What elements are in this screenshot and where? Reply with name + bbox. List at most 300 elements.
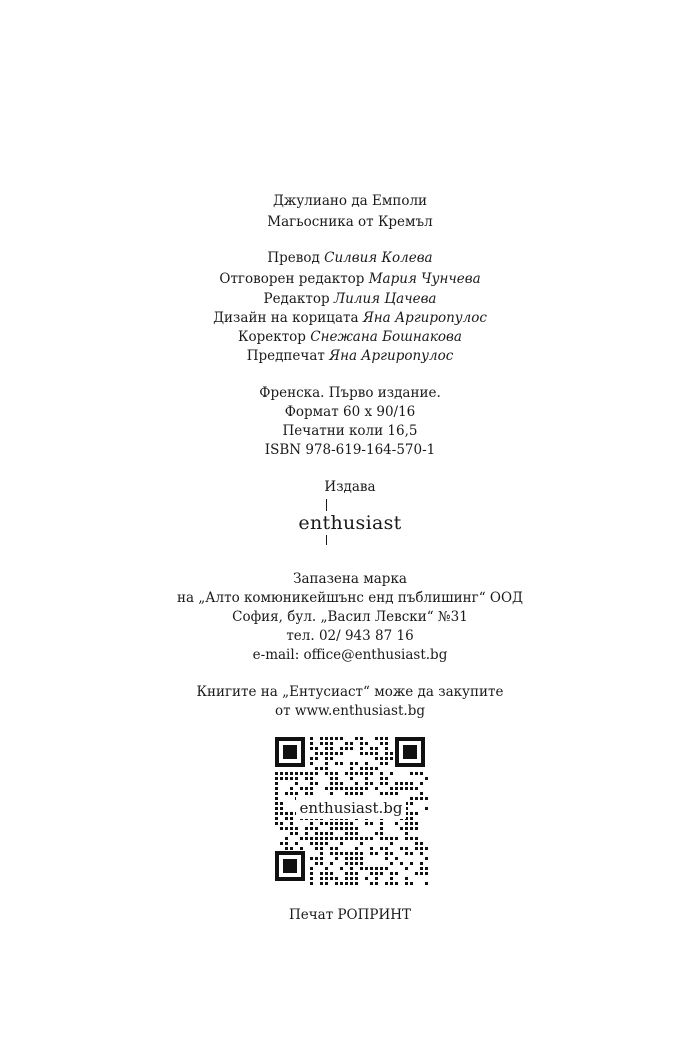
qr-module (290, 827, 293, 830)
qr-module (365, 877, 368, 880)
qr-module (415, 847, 418, 850)
qr-module (340, 852, 343, 855)
company-line: на „Алто комюникейшънс енд пъблишинг“ ООД (176, 590, 524, 606)
qr-module (425, 777, 428, 780)
qr-module (420, 867, 423, 870)
qr-module (405, 877, 408, 880)
qr-module (380, 777, 383, 780)
qr-module (370, 772, 373, 775)
qr-module (375, 757, 378, 760)
credit-name: Яна Аргиропулос (329, 348, 454, 364)
qr-module (405, 832, 408, 835)
qr-module (285, 772, 288, 775)
qr-module (345, 862, 348, 865)
qr-module (280, 772, 283, 775)
qr-module (305, 772, 308, 775)
qr-module (405, 882, 408, 885)
qr-module (355, 882, 358, 885)
qr-module (410, 827, 413, 830)
qr-module (350, 822, 353, 825)
qr-module (275, 787, 278, 790)
credit-managing-editor (0, 270, 700, 288)
qr-module (360, 842, 363, 845)
qr-module (285, 842, 288, 845)
qr-module (400, 827, 403, 830)
qr-module (320, 742, 323, 745)
qr-module (370, 852, 373, 855)
qr-module (380, 827, 383, 830)
qr-module (390, 837, 393, 840)
qr-module (350, 867, 353, 870)
qr-module (285, 837, 288, 840)
qr-module (370, 822, 373, 825)
qr-module (355, 852, 358, 855)
qr-module (420, 782, 423, 785)
qr-module (335, 877, 338, 880)
qr-module (310, 827, 313, 830)
qr-module (295, 777, 298, 780)
qr-module (350, 777, 353, 780)
qr-module (290, 832, 293, 835)
qr-module (425, 867, 428, 870)
qr-module (330, 872, 333, 875)
qr-module (320, 847, 323, 850)
qr-module (305, 837, 308, 840)
qr-module (380, 792, 383, 795)
qr-module (310, 872, 313, 875)
qr-module (345, 747, 348, 750)
credit-name: Мария Чунчева (368, 271, 481, 287)
qr-module (365, 777, 368, 780)
qr-module (350, 877, 353, 880)
qr-module (315, 767, 318, 770)
qr-module (330, 742, 333, 745)
qr-module (325, 822, 328, 825)
qr-module (320, 752, 323, 755)
qr-module (350, 742, 353, 745)
qr-module (405, 827, 408, 830)
qr-module (360, 742, 363, 745)
qr-module (340, 842, 343, 845)
qr-module (405, 847, 408, 850)
qr-module (405, 852, 408, 855)
credit-name: Лилия Цачева (333, 291, 437, 307)
qr-module (415, 787, 418, 790)
qr-module (385, 762, 388, 765)
qr-module (310, 787, 313, 790)
qr-module (380, 847, 383, 850)
qr-module (370, 837, 373, 840)
qr-module (345, 837, 348, 840)
qr-module (415, 822, 418, 825)
qr-module (390, 882, 393, 885)
qr-module (380, 782, 383, 785)
qr-module (415, 872, 418, 875)
qr-module (340, 827, 343, 830)
enthusiast-logo (0, 512, 700, 534)
qr-finder-top-left (275, 737, 305, 767)
qr-module (305, 832, 308, 835)
qr-module (310, 842, 313, 845)
qr-module (385, 837, 388, 840)
qr-finder-top-right (395, 737, 425, 767)
spec-format: Формат 60 х 90/16 (284, 404, 416, 420)
qr-module (285, 777, 288, 780)
qr-module (385, 882, 388, 885)
qr-label: enthusiast.bg (296, 797, 406, 819)
qr-module (310, 822, 313, 825)
qr-module (275, 802, 278, 805)
qr-module (315, 837, 318, 840)
qr-module (340, 782, 343, 785)
qr-module (340, 837, 343, 840)
qr-module (295, 842, 298, 845)
qr-module (410, 862, 413, 865)
qr-module (280, 842, 283, 845)
qr-module (380, 772, 383, 775)
qr-module (390, 772, 393, 775)
qr-module (390, 872, 393, 875)
qr-module (370, 752, 373, 755)
qr-module (410, 782, 413, 785)
qr-module (345, 882, 348, 885)
qr-module (380, 867, 383, 870)
qr-module (285, 847, 288, 850)
qr-module (415, 812, 418, 815)
qr-module (395, 882, 398, 885)
qr-module (365, 837, 368, 840)
qr-module (350, 862, 353, 865)
qr-module (400, 787, 403, 790)
qr-module (375, 867, 378, 870)
qr-module (420, 847, 423, 850)
qr-module (290, 822, 293, 825)
qr-module (420, 872, 423, 875)
qr-module (335, 752, 338, 755)
qr-module (395, 857, 398, 860)
qr-module (375, 872, 378, 875)
qr-finder-bottom-left (275, 851, 305, 881)
qr-module (375, 737, 378, 740)
qr-module (320, 737, 323, 740)
qr-module (320, 852, 323, 855)
qr-module (310, 747, 313, 750)
qr-module (325, 767, 328, 770)
qr-module (370, 767, 373, 770)
qr-module (335, 772, 338, 775)
qr-module (345, 872, 348, 875)
qr-module (335, 762, 338, 765)
qr-module (325, 882, 328, 885)
qr-module (345, 792, 348, 795)
qr-module (295, 827, 298, 830)
qr-module (315, 752, 318, 755)
qr-module (300, 772, 303, 775)
qr-module (285, 792, 288, 795)
qr-module (390, 877, 393, 880)
qr-module (340, 747, 343, 750)
qr-module (305, 777, 308, 780)
qr-module (275, 812, 278, 815)
qr-module (425, 872, 428, 875)
qr-module (330, 777, 333, 780)
qr-module (385, 742, 388, 745)
qr-module (385, 867, 388, 870)
qr-module (400, 847, 403, 850)
qr-module (335, 777, 338, 780)
credit-role: Предпечат (246, 348, 325, 364)
qr-module (345, 772, 348, 775)
qr-module (335, 827, 338, 830)
qr-module (315, 747, 318, 750)
qr-module (405, 867, 408, 870)
qr-module (325, 877, 328, 880)
qr-module (425, 797, 428, 800)
qr-module (410, 852, 413, 855)
qr-module (355, 832, 358, 835)
qr-module (310, 782, 313, 785)
qr-module (295, 782, 298, 785)
qr-module (320, 857, 323, 860)
qr-module (275, 817, 278, 820)
qr-module (420, 862, 423, 865)
qr-module (360, 862, 363, 865)
qr-module (370, 782, 373, 785)
qr-module (280, 802, 283, 805)
qr-module (350, 832, 353, 835)
qr-module (320, 872, 323, 875)
qr-module (425, 857, 428, 860)
qr-module (300, 787, 303, 790)
qr-module (365, 867, 368, 870)
qr-module (390, 792, 393, 795)
qr-module (385, 737, 388, 740)
address-line: София, бул. „Васил Левски“ №31 (232, 609, 468, 625)
qr-module (375, 882, 378, 885)
qr-module (340, 752, 343, 755)
qr-module (335, 852, 338, 855)
credit-role: Редактор (263, 291, 330, 307)
qr-module (340, 867, 343, 870)
qr-module (405, 837, 408, 840)
qr-module (405, 787, 408, 790)
qr-module (350, 872, 353, 875)
qr-module (370, 867, 373, 870)
qr-module (275, 797, 278, 800)
qr-module (395, 837, 398, 840)
qr-module (420, 772, 423, 775)
qr-module (305, 792, 308, 795)
credit-prepress (0, 347, 700, 365)
qr-module (350, 852, 353, 855)
qr-module (310, 742, 313, 745)
qr-module (330, 877, 333, 880)
qr-module (330, 747, 333, 750)
qr-module (295, 792, 298, 795)
qr-module (365, 787, 368, 790)
qr-module (355, 847, 358, 850)
qr-module (295, 832, 298, 835)
qr-module (425, 882, 428, 885)
qr-module (365, 772, 368, 775)
qr-module (410, 802, 413, 805)
qr-module (375, 747, 378, 750)
qr-module (420, 792, 423, 795)
qr-module (315, 782, 318, 785)
qr-module (370, 872, 373, 875)
qr-module (330, 837, 333, 840)
qr-module (325, 872, 328, 875)
credit-role: Дизайн на корицата (213, 310, 359, 326)
qr-module (385, 857, 388, 860)
qr-module (380, 822, 383, 825)
qr-module (275, 782, 278, 785)
qr-module (375, 852, 378, 855)
qr-module (315, 857, 318, 860)
qr-module (345, 742, 348, 745)
qr-module (355, 877, 358, 880)
qr-module (325, 762, 328, 765)
qr-module (340, 822, 343, 825)
qr-module (330, 737, 333, 740)
qr-module (380, 837, 383, 840)
qr-module (375, 767, 378, 770)
qr-module (415, 837, 418, 840)
qr-module (355, 792, 358, 795)
qr-module (300, 847, 303, 850)
qr-module (425, 847, 428, 850)
qr-module (280, 777, 283, 780)
qr-module (385, 792, 388, 795)
qr-module (275, 792, 278, 795)
qr-module (375, 832, 378, 835)
qr-module (290, 772, 293, 775)
qr-module (290, 812, 293, 815)
qr-module (410, 772, 413, 775)
qr-module (335, 857, 338, 860)
qr-module (330, 787, 333, 790)
qr-module (275, 822, 278, 825)
qr-module (285, 812, 288, 815)
qr-module (355, 772, 358, 775)
qr-module (360, 747, 363, 750)
book-title: Магьосника от Кремъл (267, 214, 433, 230)
qr-module (325, 757, 328, 760)
credit-cover-design (0, 309, 700, 327)
qr-module (385, 752, 388, 755)
qr-module (330, 827, 333, 830)
qr-module (325, 747, 328, 750)
qr-module (360, 737, 363, 740)
qr-module (280, 812, 283, 815)
qr-module (335, 847, 338, 850)
qr-module (380, 757, 383, 760)
qr-module (320, 877, 323, 880)
credit-editor (0, 290, 700, 308)
qr-module (395, 792, 398, 795)
qr-module (385, 852, 388, 855)
logo-text-end: husiast (330, 512, 402, 534)
book-author: Джулиано да Емполи (272, 193, 428, 209)
qr-module (360, 867, 363, 870)
qr-module (300, 837, 303, 840)
qr-module (310, 777, 313, 780)
qr-module (360, 852, 363, 855)
qr-module (315, 772, 318, 775)
qr-module (310, 857, 313, 860)
qr-module (320, 882, 323, 885)
qr-module (310, 882, 313, 885)
qr-module (335, 737, 338, 740)
qr-module (350, 837, 353, 840)
qr-module (355, 737, 358, 740)
qr-module (325, 737, 328, 740)
qr-module (310, 772, 313, 775)
qr-module (410, 817, 413, 820)
qr-module (385, 757, 388, 760)
qr-module (415, 797, 418, 800)
qr-module (415, 772, 418, 775)
website-line: от www.enthusiast.bg (275, 703, 425, 719)
qr-module (345, 822, 348, 825)
qr-module (340, 762, 343, 765)
publisher-label: Издава (324, 479, 376, 495)
qr-module (385, 847, 388, 850)
qr-module (280, 827, 283, 830)
qr-module (380, 737, 383, 740)
qr-module (365, 752, 368, 755)
qr-module (315, 757, 318, 760)
qr-module (320, 862, 323, 865)
qr-module (310, 762, 313, 765)
credit-name: Снежана Бошнакова (310, 329, 462, 345)
qr-module (330, 752, 333, 755)
qr-module (355, 857, 358, 860)
qr-module (350, 747, 353, 750)
printer-line: Печат РОПРИНТ (288, 907, 412, 923)
qr-module (330, 862, 333, 865)
qr-module (355, 782, 358, 785)
qr-module (385, 777, 388, 780)
logo-text-tall: t (322, 512, 331, 534)
qr-module (400, 782, 403, 785)
qr-module (385, 782, 388, 785)
qr-module (360, 837, 363, 840)
qr-module (350, 857, 353, 860)
qr-module (370, 847, 373, 850)
qr-module (380, 742, 383, 745)
qr-module (335, 882, 338, 885)
purchase-line: Книгите на „Ентусиаст“ може да закупите (196, 684, 504, 700)
phone-line: тел. 02/ 943 87 16 (286, 628, 414, 644)
qr-module (330, 757, 333, 760)
credit-role: Коректор (238, 329, 306, 345)
qr-module (310, 737, 313, 740)
qr-module (350, 827, 353, 830)
qr-module (360, 772, 363, 775)
qr-module (405, 782, 408, 785)
qr-module (290, 792, 293, 795)
qr-module (275, 807, 278, 810)
credit-translator (0, 249, 700, 267)
qr-module (375, 877, 378, 880)
qr-module (410, 812, 413, 815)
qr-module (370, 882, 373, 885)
qr-module (370, 747, 373, 750)
qr-module (410, 882, 413, 885)
qr-module (410, 837, 413, 840)
qr-module (355, 762, 358, 765)
